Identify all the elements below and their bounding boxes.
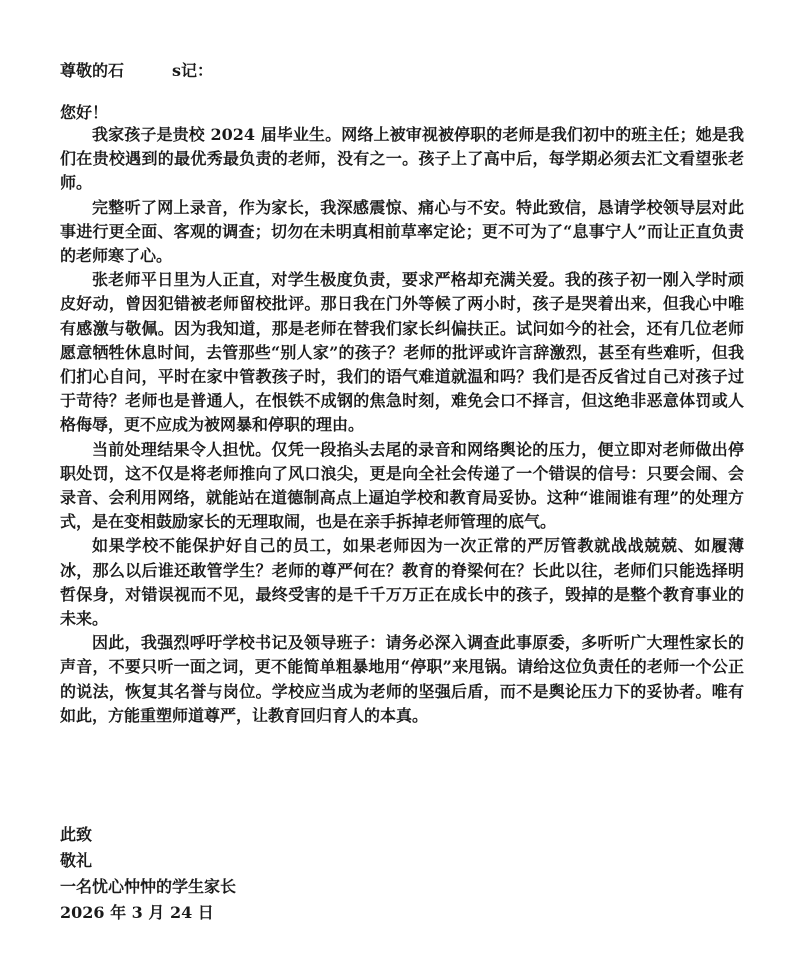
paragraph-6: 因此，我强烈呼吁学校书记及领导班子：请务必深入调查此事原委，多听听广大理性家长的声音，不要只听一面之词，更不能简单粗暴地用“停职”来甩锅。请给这位负责任的老师一个公正的说法，恢复其名誉与岗位。学校应当成为老师的坚强后盾，而不是舆论压力下的妥协者。唯有如此，方能重塑师道尊严，让教育回归育人的本真。 [60,633,744,725]
signature: 一名忧心忡忡的学生家长 [60,877,237,896]
date: 2026 年 3 月 24 日 [60,903,214,922]
greeting: 您好！ [60,103,109,122]
paragraph-4: 当前处理结果令人担忧。仅凭一段掐头去尾的录音和网络舆论的压力，便立即对老师做出停职处罚，这不仅是将老师推向了风口浪尖，更是向全社会传递了一个错误的信号：只要会闹、会录音、会利用网络，就能站在道德制高点上逼迫学校和教育局妥协。这种“谁闹谁有理”的处理方式，是在变相鼓励家长的无理取闹，也是在亲手拆掉老师管理的底气。 [60,439,744,532]
paragraph-5: 如果学校不能保护好自己的员工，如果老师因为一次正常的严厉管教就战战兢兢、如履薄冰，那么以后谁还敢管学生？老师的尊严何在？教育的脊梁何在？长此以往，老师们只能选择明哲保身，对错误视而不见，最终受害的是千千万万正在成长中的孩子，毁掉的是整个教育事业的未来。 [60,536,744,629]
letter-body [60,123,744,728]
closing-zhici: 此致 [60,825,93,844]
closing-jingli: 敬礼 [60,851,93,870]
paragraph-1: 我家孩子是贵校 2024 届毕业生。网络上被审视被停职的老师是我们初中的班主任；她是我们在贵校遇到的最优秀最负责的老师，没有之一。孩子上了高中后，每学期必须去汇文看望张老师。 [60,125,744,193]
closing-block [60,822,236,926]
salutation: 尊敬的石 s记： [60,61,214,80]
paragraph-3: 张老师平日里为人正直，对学生极度负责，要求严格却充满关爱。我的孩子初一刚入学时顽皮好动，曾因犯错被老师留校批评。那日我在门外等候了两小时，孩子是哭着出来，但我心中唯有感激与敬佩。因为我知道，那是老师在替我们家长纠偏扶正。试问如今的社会，还有几位老师愿意牺牲休息时间，去管那些“别人家”的孩子？老师的批评或许言辞激烈，甚至有些难听，但我们扪心自问，平时在家中管教孩子时，我们的语气难道就温和吗？我们是否反省过自己对孩子过于苛待？老师也是普通人，在恨铁不成钢的焦急时刻，难免会口不择言，但这绝非恶意体罚或人格侮辱，更不应成为被网暴和停职的理由。 [60,270,744,435]
paragraph-2: 完整听了网上录音，作为家长，我深感震惊、痛心与不安。特此致信，恳请学校领导层对此事进行更全面、客观的调查；切勿在未明真相前草率定论；更不可为了“息事宁人”而让正直负责的老师寒了心。 [60,197,744,266]
